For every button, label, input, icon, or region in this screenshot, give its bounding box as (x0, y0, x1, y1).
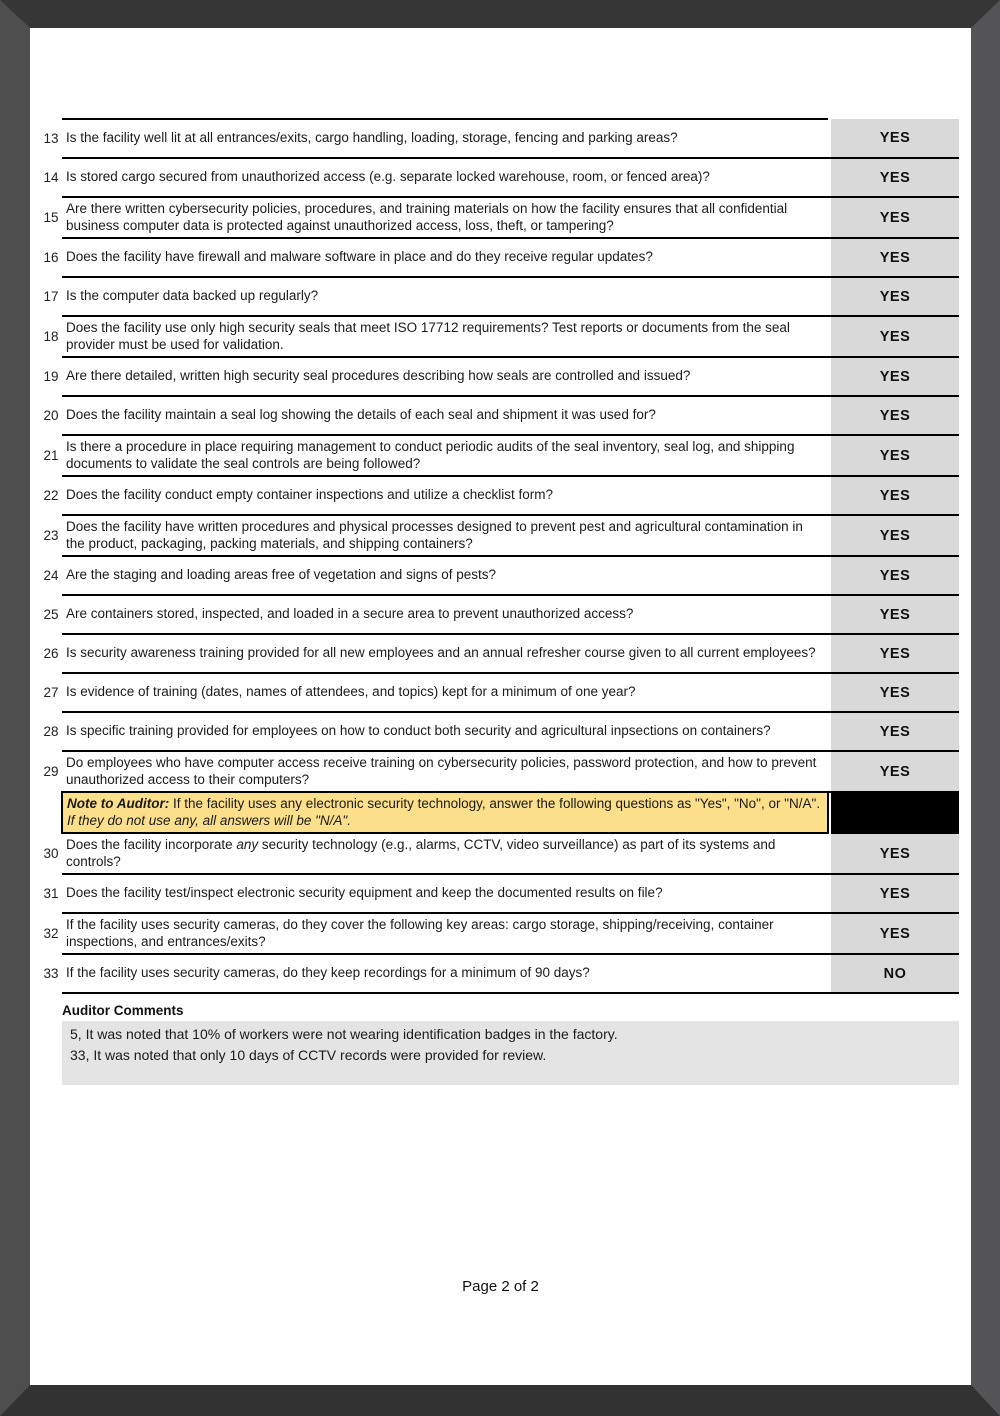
answer-cell: YES (831, 673, 959, 712)
question-text: Does the facility use only high security seals that meet ISO 17712 requirements? Test reports or documents from the seal provider must be used for validation. (62, 316, 828, 357)
question-number: 25 (43, 607, 59, 622)
question-number: 14 (43, 170, 59, 185)
question-text: Does the facility have written procedures and physical processes designed to prevent pest and agricultural contamination in the product, packaging, packing materials, and shipping containers? (62, 515, 828, 556)
answer-cell: YES (831, 515, 959, 556)
question-row (40, 476, 959, 515)
question-number: 24 (43, 568, 59, 583)
answer-cell: YES (831, 396, 959, 435)
answer-cell: YES (831, 913, 959, 954)
note-to-auditor-cell (62, 792, 828, 833)
question-number: 20 (43, 408, 59, 423)
question-row (40, 435, 959, 476)
note-row (40, 792, 959, 833)
question-number: 17 (43, 289, 59, 304)
auditor-comments-box (62, 1021, 959, 1085)
question-text: If the facility uses security cameras, do they keep recordings for a minimum of 90 days? (62, 954, 828, 993)
question-row (40, 396, 959, 435)
question-number: 22 (43, 488, 59, 503)
question-text: Do employees who have computer access receive training on cybersecurity policies, password protection, and how to prevent unauthorized access to their computers? (62, 751, 828, 792)
question-number: 19 (43, 369, 59, 384)
question-text: Does the facility have firewall and malware software in place and do they receive regular updates? (62, 238, 828, 277)
question-row (40, 833, 959, 874)
question-row (40, 874, 959, 913)
answer-cell: YES (831, 435, 959, 476)
question-number: 13 (43, 131, 59, 146)
answer-cell: YES (831, 476, 959, 515)
question-number: 30 (43, 846, 59, 861)
auditor-comments-header: Auditor Comments (62, 1003, 184, 1018)
question-text: Are there written cybersecurity policies, procedures, and training materials on how the facility ensures that all confidential business computer data is protected against unauthorized access, loss, theft, or tampering? (62, 197, 828, 238)
question-text: Does the facility maintain a seal log showing the details of each seal and shipment it was used for? (62, 396, 828, 435)
answer-cell: YES (831, 833, 959, 874)
question-text (62, 833, 828, 874)
question-row (40, 238, 959, 277)
question-row (40, 556, 959, 595)
question-text-fragment: Does the facility incorporate (66, 837, 237, 852)
question-text: Is there a procedure in place requiring management to conduct periodic audits of the seal inventory, seal log, and shipping documents to validate the seal controls are being followed? (62, 435, 828, 476)
question-number: 16 (43, 250, 59, 265)
question-row (40, 954, 959, 993)
answer-cell: NO (831, 954, 959, 993)
question-row (40, 595, 959, 634)
checklist-table (40, 118, 959, 994)
answer-cell: YES (831, 277, 959, 316)
question-text: Is the facility well lit at all entrances/exits, cargo handling, loading, storage, fencing and parking areas? (62, 119, 828, 158)
question-text: Does the facility test/inspect electronic security equipment and keep the documented results on file? (62, 874, 828, 913)
question-text: Does the facility conduct empty container inspections and utilize a checklist form? (62, 476, 828, 515)
question-row (40, 277, 959, 316)
answer-cell: YES (831, 119, 959, 158)
question-number: 33 (43, 966, 59, 981)
question-row (40, 119, 959, 158)
question-row (40, 712, 959, 751)
question-number: 32 (43, 926, 59, 941)
question-number: 15 (43, 210, 59, 225)
question-number: 21 (43, 448, 59, 463)
question-number: 31 (43, 886, 59, 901)
question-row (40, 515, 959, 556)
question-text-fragment: any (236, 837, 259, 852)
answer-cell: YES (831, 874, 959, 913)
question-text: Is stored cargo secured from unauthorized access (e.g. separate locked warehouse, room, or fenced area)? (62, 158, 828, 197)
answer-cell: YES (831, 158, 959, 197)
note-text: If the facility uses any electronic security technology, answer the following questions as "Yes", "No", or "N/A". (173, 796, 821, 811)
answer-cell: YES (831, 595, 959, 634)
question-number: 29 (43, 764, 59, 779)
checklist-rows (40, 119, 959, 993)
note-answer-cell (831, 792, 959, 833)
question-row (40, 913, 959, 954)
auditor-comment-line: 5, It was noted that 10% of workers were not wearing identification badges in the factory. (70, 1026, 618, 1042)
row-number (40, 792, 62, 833)
question-text: Are there detailed, written high security seal procedures describing how seals are controlled and issued? (62, 357, 828, 396)
answer-cell: YES (831, 197, 959, 238)
question-row (40, 158, 959, 197)
question-text: If the facility uses security cameras, do they cover the following key areas: cargo storage, shipping/receiving, container inspections, and entrances/exits? (62, 913, 828, 954)
question-text: Is security awareness training provided for all new employees and an annual refresher course given to all current employees? (62, 634, 828, 673)
question-row (40, 751, 959, 792)
question-row (40, 316, 959, 357)
answer-cell: YES (831, 634, 959, 673)
answer-cell: YES (831, 556, 959, 595)
question-number: 26 (43, 646, 59, 661)
answer-cell: YES (831, 357, 959, 396)
note-label: Note to Auditor: (67, 796, 170, 811)
question-number: 28 (43, 724, 59, 739)
auditor-comment-line: 33, It was noted that only 10 days of CCTV records were provided for review. (70, 1046, 547, 1063)
question-text: Are containers stored, inspected, and loaded in a secure area to prevent unauthorized access? (62, 595, 828, 634)
answer-cell: YES (831, 712, 959, 751)
question-text-fragment: security technology (e.g., alarms, CCTV, video surveillance) as part of its systems and controls? (66, 837, 776, 869)
question-text: Is the computer data backed up regularly? (62, 277, 828, 316)
question-row (40, 673, 959, 712)
question-number: 23 (43, 528, 59, 543)
note-italic-text: If they do not use any, all answers will be "N/A". (67, 812, 351, 828)
answer-cell: YES (831, 238, 959, 277)
question-number: 18 (43, 329, 59, 344)
answer-cell: YES (831, 751, 959, 792)
question-text: Is evidence of training (dates, names of attendees, and topics) kept for a minimum of one year? (62, 673, 828, 712)
question-row (40, 197, 959, 238)
document-page (30, 28, 971, 1385)
answer-cell: YES (831, 316, 959, 357)
question-row (40, 357, 959, 396)
question-text: Are the staging and loading areas free of vegetation and signs of pests? (62, 556, 828, 595)
question-number: 27 (43, 685, 59, 700)
question-row (40, 634, 959, 673)
page-number: Page 2 of 2 (462, 1278, 539, 1295)
question-text: Is specific training provided for employees on how to conduct both security and agricultural inpsections on containers? (62, 712, 828, 751)
